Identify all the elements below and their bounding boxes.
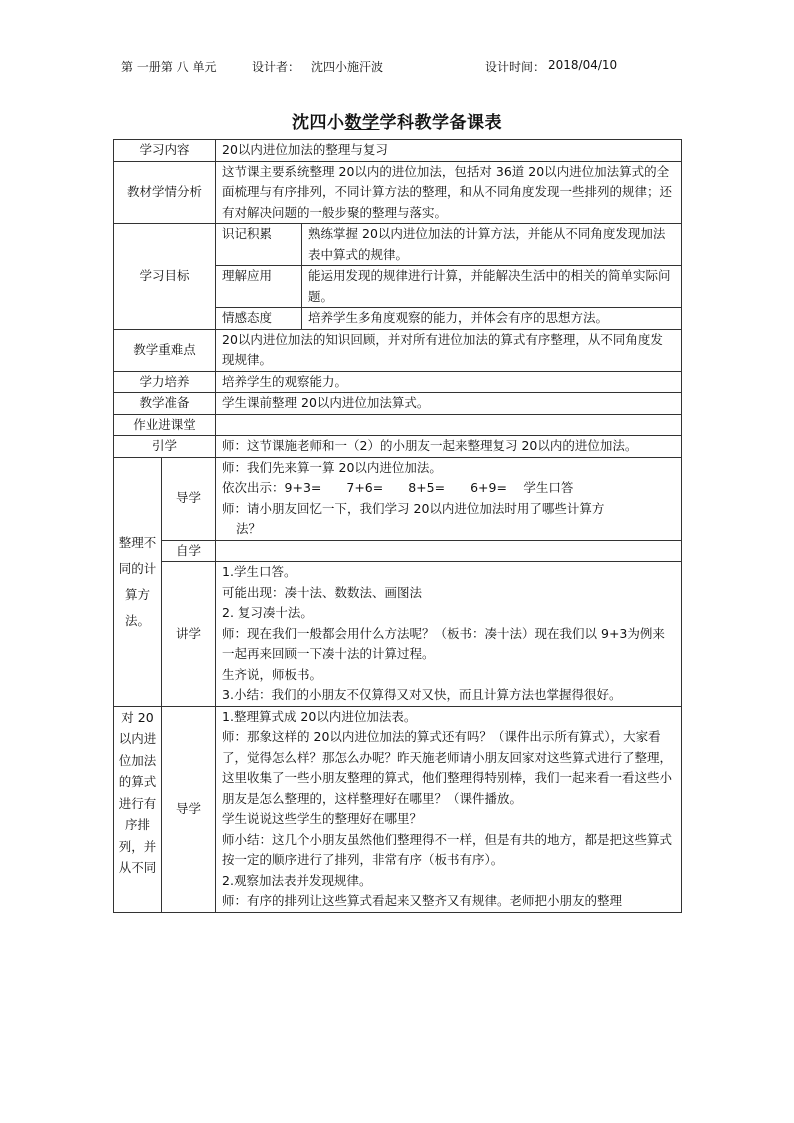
s1-daoxue-label: 导学 [162, 457, 216, 540]
goal-text: 培养学生多角度观察的能力，并体会有序的思想方法。 [302, 308, 682, 330]
keypoints-label: 教学重难点 [114, 329, 216, 371]
row-homework [114, 414, 682, 436]
analysis-text: 这节课主要系统整理 20以内的进位加法，包括对 36道 20以内进位加法算式的全面梳理与有序排列，不同计算方法的整理，和从不同角度发现一些排列的规律；还有对解决问题的一般步聚的整理与落实。 [216, 161, 682, 224]
section1-label: 整理不同的计算方法。 [114, 457, 162, 706]
content-line: 1.整理算式成 20以内进位加法表。 [222, 708, 417, 724]
row-s1-jiangxue [114, 562, 682, 707]
content-line: 法？ [236, 521, 262, 536]
row-s1-daoxue [114, 457, 682, 540]
goal-text: 熟练掌握 20以内进位加法的计算方法，并能从不同角度发现加法表中算式的规律。 [302, 224, 682, 266]
content-line: 师：那象这样的 20以内进位加法的算式还有吗？（课件出示所有算式），大家看了，觉得怎么样？那怎么办呢？昨天施老师请小朋友回家对这些算式进行了整理，这里收集了一些小朋友整理的算式，他们整理得特别棒，我们一起来看一看这些小朋友是怎么整理的，这样整理好在哪里？（课件播放。 [222, 729, 673, 806]
keypoints-text: 20以内进位加法的知识回顾，并对所有进位加法的算式有序整理，从不同角度发现规律。 [216, 329, 682, 371]
row-s2-daoxue [114, 706, 682, 912]
content-line: 依次出示：9+3= 7+6= 8+5= 6+9= 学生口答 [222, 480, 574, 495]
goal-text: 能运用发现的规律进行计算，并能解决生活中的相关的简单实际问题。 [302, 266, 682, 308]
content-line: 师：有序的排列让这些算式看起来又整齐又有规律。老师把小朋友的整理 [222, 893, 623, 908]
ability-label: 学力培养 [114, 371, 216, 393]
intro-label: 引学 [114, 436, 216, 458]
unit-info: 第 一册第 八 单元 [121, 60, 217, 74]
content-line: 可能出现：凑十法、数数法、画图法 [222, 584, 423, 600]
designer-label: 设计者： [252, 60, 301, 74]
row-s1-zixue [114, 540, 682, 562]
s2-daoxue-label: 导学 [162, 706, 216, 912]
row-ability [114, 371, 682, 393]
content-text: 20以内进位加法的整理与复习 [216, 140, 682, 162]
title-school: 沈四小 [292, 113, 345, 133]
row-content [114, 140, 682, 162]
content-line: 师：现在我们一般都会用什么方法呢？（板书：凑十法）现在我们以 9+3为例来一起再来回顾一下凑十法的计算过程。 [222, 625, 665, 661]
row-goal-1 [114, 224, 682, 266]
intro-text: 师：这节课施老师和一（2）的小朋友一起来整理复习 20以内的进位加法。 [216, 436, 682, 458]
design-time-label: 设计时间： [485, 60, 546, 74]
content-line: 2. 复习凑十法。 [222, 605, 313, 620]
row-prep [114, 393, 682, 415]
lesson-plan-table [113, 139, 682, 913]
homework-text [216, 414, 682, 436]
designer-name: 沈四小施汗波 [311, 60, 384, 74]
prep-text: 学生课前整理 20以内进位加法算式。 [216, 393, 682, 415]
content-line: 3.小结：我们的小朋友不仅算得又对又快，而且计算方法也掌握得很好。 [222, 687, 622, 702]
goals-label: 学习目标 [114, 224, 216, 330]
content-line: 师：请小朋友回忆一下，我们学习 20以内进位加法时用了哪些计算方 [222, 500, 605, 516]
page-header [0, 58, 794, 76]
s1-zixue-text [216, 540, 682, 562]
analysis-label: 教材学情分析 [114, 161, 216, 224]
content-line: 师：我们先来算一算 20以内进位加法。 [222, 459, 442, 475]
s1-jiangxue-label: 讲学 [162, 562, 216, 707]
design-time: 2018/04/10 [548, 58, 618, 72]
title-suffix: 学科教学备课表 [379, 113, 502, 133]
content-line: 学生说说这些学生的整理好在哪里？ [222, 811, 423, 826]
section2-label: 对 20以内进位加法的算式进行有序排列，并从不同 [114, 706, 162, 912]
page-title [0, 108, 794, 133]
title-subject: 数学 [344, 113, 380, 133]
prep-label: 教学准备 [114, 393, 216, 415]
s1-zixue-label: 自学 [162, 540, 216, 562]
content-label: 学习内容 [114, 140, 216, 162]
goal-label: 识记积累 [216, 224, 302, 266]
goal-label: 理解应用 [216, 266, 302, 308]
goal-label: 情感态度 [216, 308, 302, 330]
ability-text: 培养学生的观察能力。 [216, 371, 682, 393]
s1-jiangxue-content [216, 562, 682, 707]
content-line: 师小结：这几个小朋友虽然他们整理得不一样，但是有共的地方，都是把这些算式按一定的顺序进行了排列，非常有序（板书有序）。 [222, 831, 673, 867]
content-line: 2.观察加法表并发现规律。 [222, 872, 372, 888]
s1-daoxue-content [216, 457, 682, 540]
row-analysis [114, 161, 682, 224]
row-intro [114, 436, 682, 458]
content-line: 1.学生口答。 [222, 564, 297, 579]
homework-label: 作业进课堂 [114, 414, 216, 436]
content-line: 生齐说，师板书。 [222, 666, 323, 682]
s2-daoxue-content [216, 706, 682, 912]
row-keypoints [114, 329, 682, 371]
